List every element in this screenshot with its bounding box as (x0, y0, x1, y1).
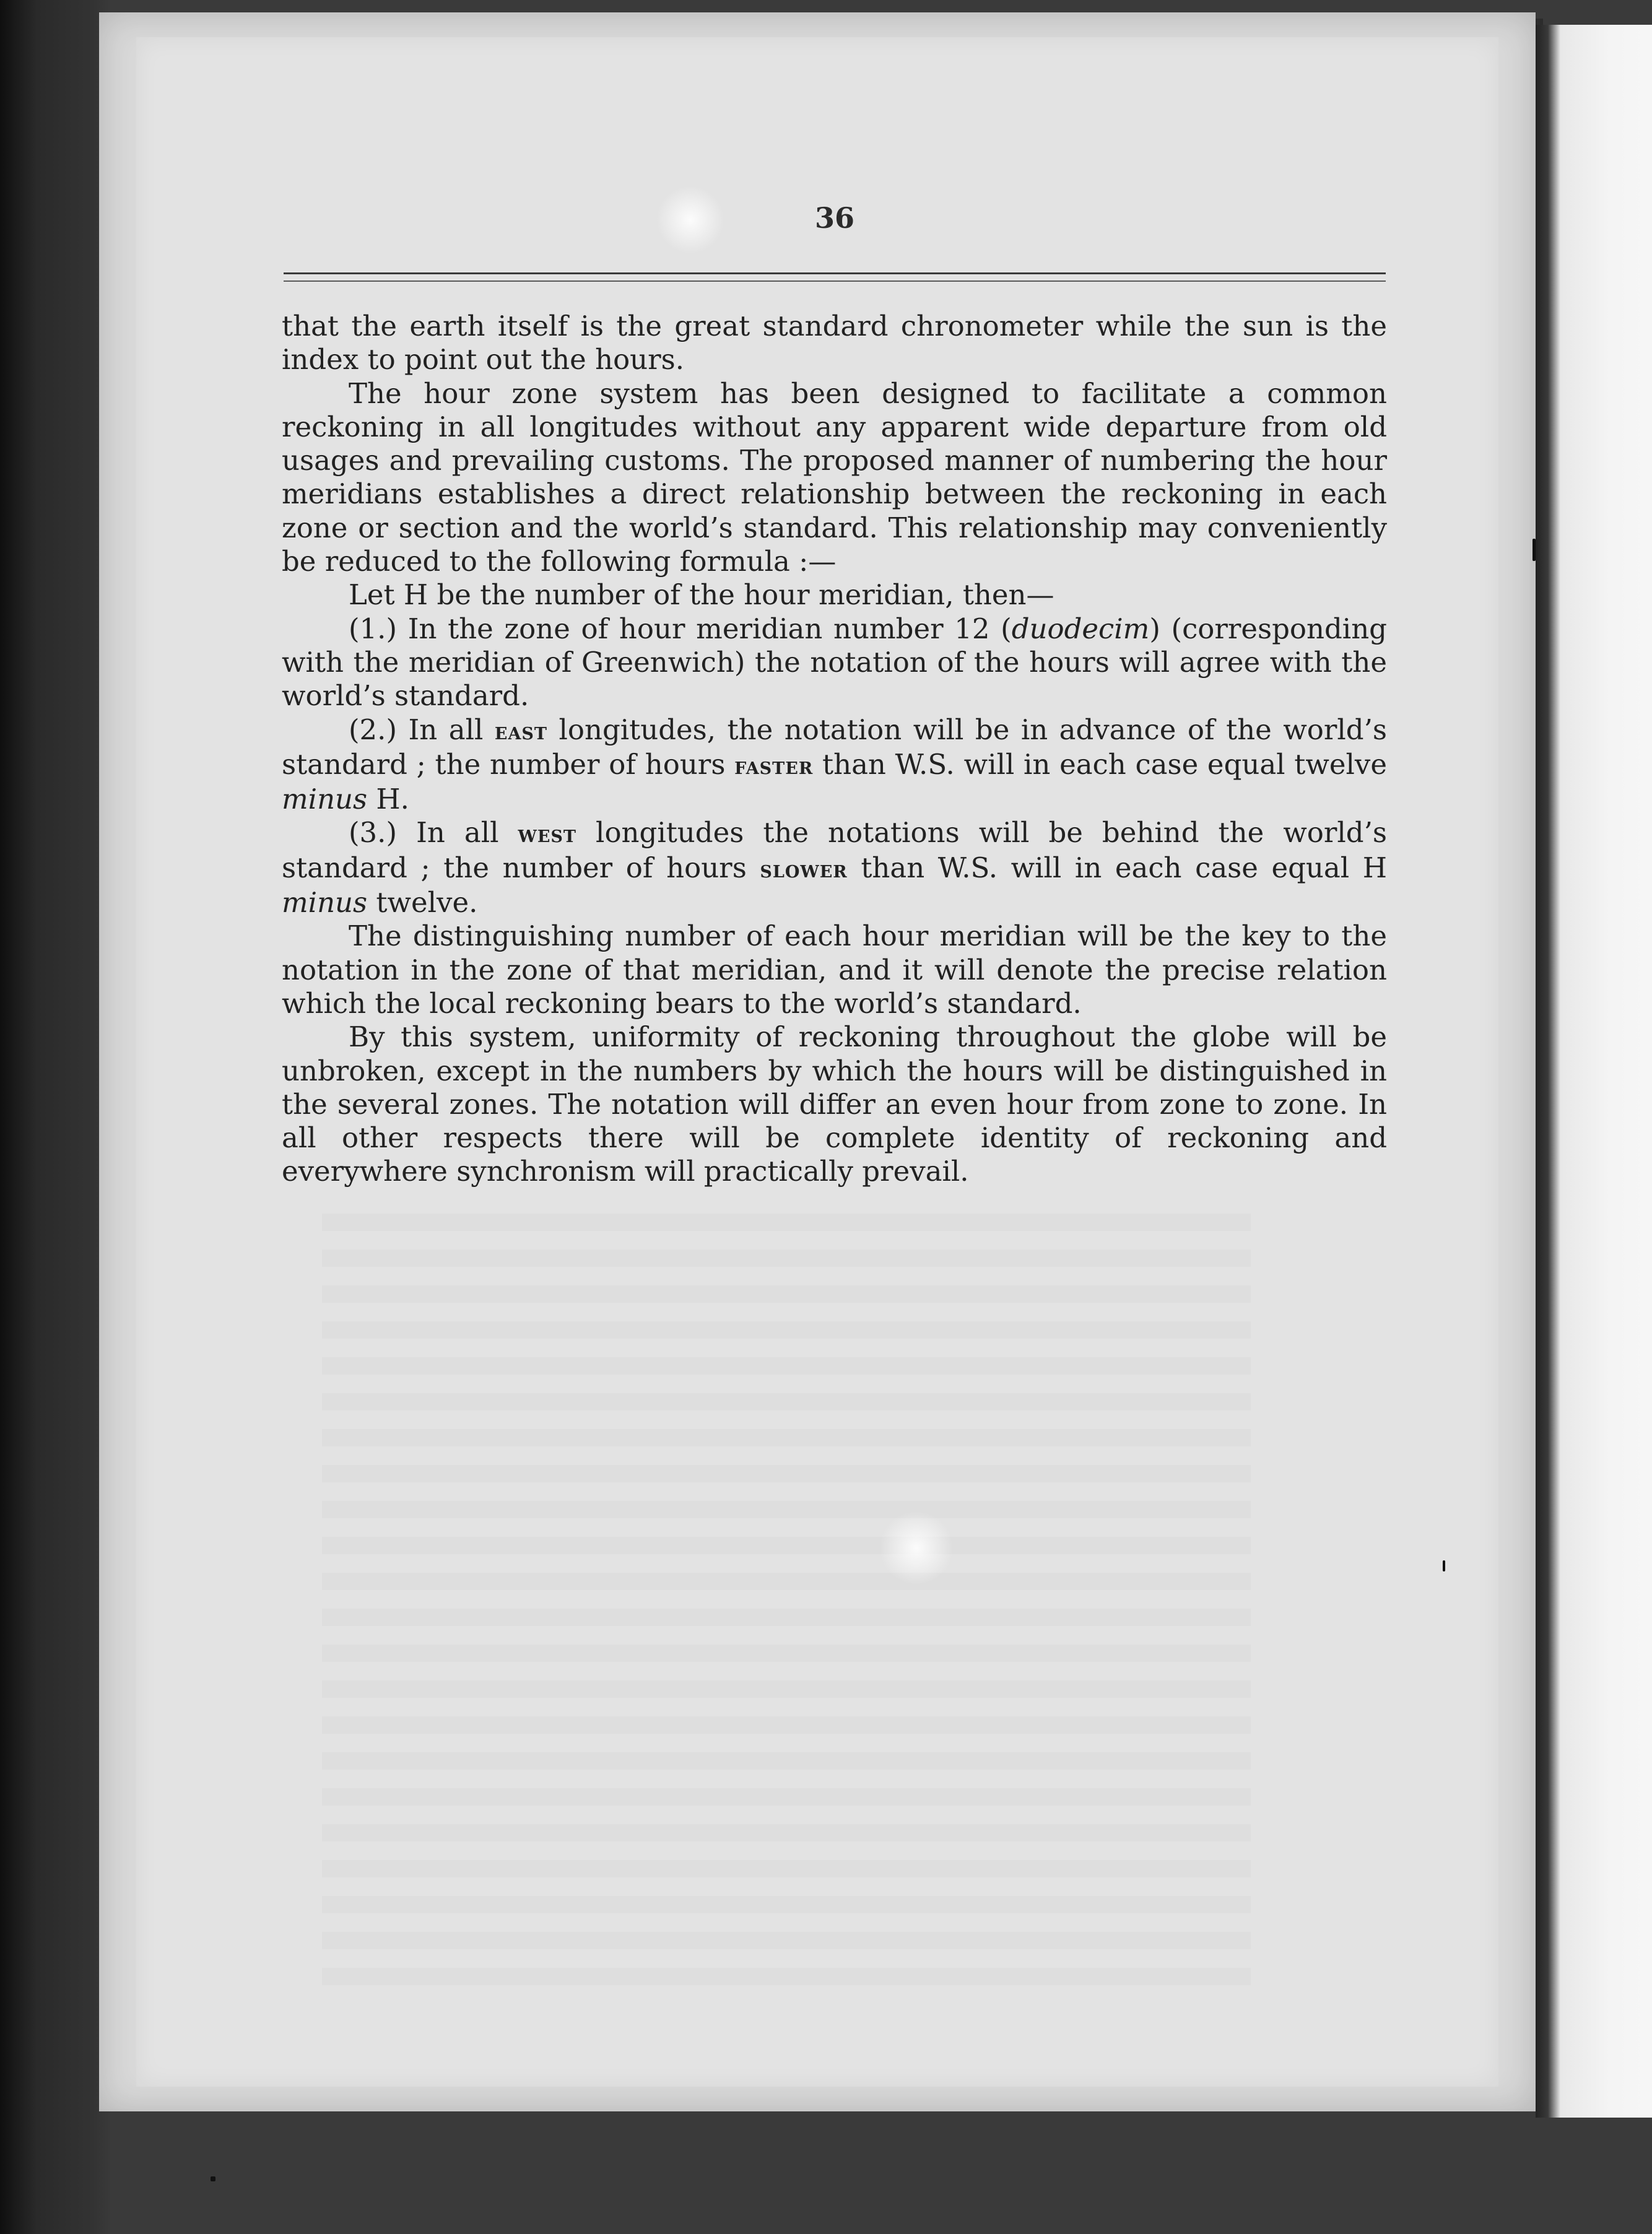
small-caps-term: west (518, 820, 577, 848)
dust-speck (211, 2176, 215, 2181)
facing-page-edge (1536, 25, 1652, 2118)
paragraph (282, 310, 1387, 377)
text-run: The distinguishing number of each hour meridian will be the key to the notation in the zone of that meridian, and it will denote the precise relation which the local reckoning bears to the world’s standard. (282, 919, 1387, 1020)
text-run: twelve. (367, 886, 478, 919)
text-run: that the earth itself is the great standard chronometer while the sun is the index to point out the hours. (282, 310, 1387, 376)
small-caps-term: east (494, 716, 547, 745)
paragraph (282, 578, 1387, 612)
paragraph (282, 919, 1387, 1020)
text-run: longitudes, the notation will be in advance of the world’s standard ; the number of hours (282, 713, 1387, 781)
show-through-text (322, 1214, 1251, 1988)
paragraph (282, 377, 1387, 579)
header-rule (284, 272, 1386, 282)
page-number: 36 (814, 201, 854, 235)
text-run: H. (367, 783, 409, 816)
dust-speck (1443, 1560, 1445, 1571)
text-run: (2.) In all (349, 713, 495, 746)
body-text (282, 310, 1387, 1189)
italic-term: minus (282, 783, 368, 816)
text-run: The hour zone system has been designed to facilitate a common reckoning in all longitudes without any apparent wide departure from old usages and prevailing customs. The proposed manner of numbering the hour meridians establishes a direct relationship between the reckoning in each zone or section and the world’s standard. This relationship may conveniently be reduced to the following formula :— (282, 376, 1387, 578)
small-caps-term: slower (760, 854, 848, 883)
paragraph (282, 816, 1387, 919)
text-run: longitudes the notations will be behind the world’s standard ; the number of hours (282, 816, 1387, 884)
italic-term: duodecim (1011, 612, 1150, 645)
text-run: Let H be the number of the hour meridian, then— (349, 578, 1054, 612)
small-caps-term: faster (734, 751, 814, 780)
text-run: than W.S. will in each case equal H (847, 851, 1387, 884)
text-run: (3.) In all (349, 816, 518, 850)
text-run: (1.) In the zone of hour meridian number 12 ( (349, 612, 1012, 645)
text-run: than W.S. will in each case equal twelve (813, 747, 1387, 781)
paragraph (282, 612, 1387, 713)
italic-term: minus (282, 886, 368, 919)
text-run: ) (corresponding with the meridian of Greenwich) the notation of the hours will agree with the world’s standard. (282, 612, 1387, 713)
dust-speck (1532, 539, 1536, 561)
paragraph (282, 713, 1387, 817)
paragraph (282, 1020, 1387, 1188)
text-run: By this system, uniformity of reckoning throughout the globe will be unbroken, except in the numbers by which the hours will be distinguished in the several zones. The notation will differ an even hour from zone to zone. In all other respects there will be complete identity of reckoning and everywhere synchronism will practically prevail. (282, 1020, 1387, 1188)
light-glare (656, 186, 724, 254)
light-glare (879, 1511, 954, 1585)
